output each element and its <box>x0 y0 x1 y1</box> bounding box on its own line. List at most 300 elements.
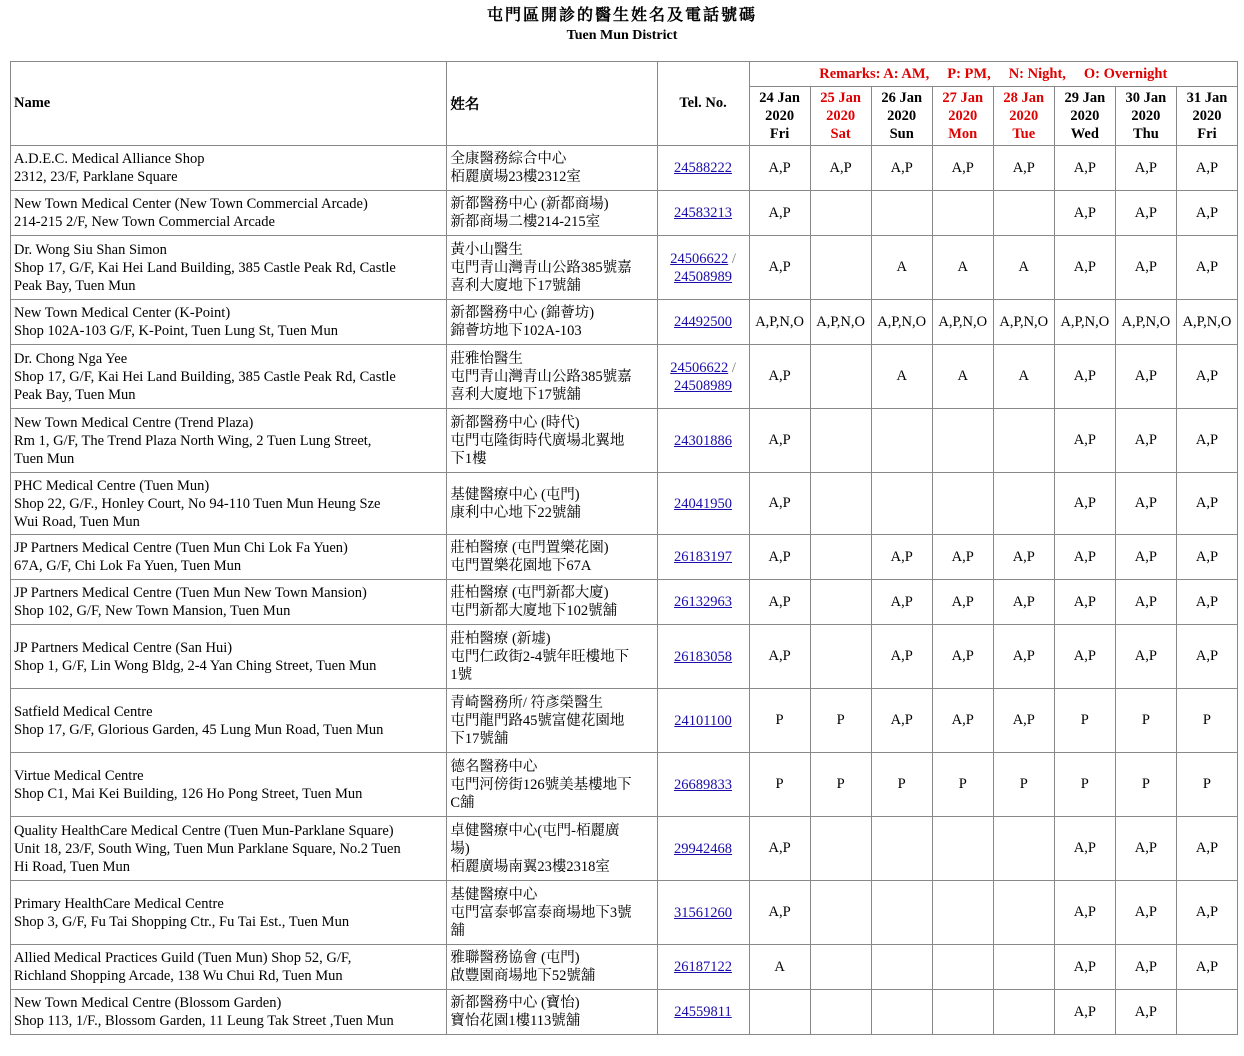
clinic-address: Rm 1, G/F, The Trend Plaza North Wing, 2 Tuen Lung Street, <box>14 432 372 449</box>
opening-slot-cell: A,P <box>1115 473 1176 535</box>
column-header-tel: Tel. No. <box>657 62 749 146</box>
clinic-chinese-text: 屯門河傍街126號美基樓地下 <box>450 776 632 793</box>
tel-cell <box>657 625 749 689</box>
opening-slot-cell: A <box>993 345 1054 409</box>
opening-slot-cell: P <box>749 689 810 753</box>
clinic-address: 214-215 2/F, New Town Commercial Arcade <box>14 214 275 230</box>
opening-slot-cell: A <box>871 345 932 409</box>
tel-link[interactable]: 26183058 <box>674 648 733 665</box>
clinic-address: Shop 1, G/F, Lin Wong Bldg, 2-4 Yan Ching Street, Tuen Mun <box>14 657 377 674</box>
tel-link[interactable]: 24508989 <box>674 268 733 285</box>
clinic-name-cell <box>11 689 447 753</box>
tel-link[interactable]: 31561260 <box>674 904 733 921</box>
date-header-dow: Mon <box>948 126 978 142</box>
clinic-chinese-name-cell <box>447 990 657 1035</box>
clinic-name: Dr. Wong Siu Shan Simon <box>14 241 167 258</box>
opening-slot-cell: A,P <box>1115 580 1176 625</box>
opening-slot-cell: A,P <box>1176 409 1237 473</box>
opening-slot-cell: A,P <box>1176 535 1237 580</box>
clinic-name: PHC Medical Centre (Tuen Mun) <box>14 477 210 494</box>
clinic-chinese-text: 新都醫務中心 (錦薈坊) <box>450 305 595 321</box>
table-row <box>11 881 1238 945</box>
opening-slot-cell: A,P,N,O <box>871 300 932 345</box>
opening-slot-cell: A,P <box>871 535 932 580</box>
opening-slot-cell: A,P <box>1115 146 1176 191</box>
date-header <box>871 87 932 146</box>
date-header-dow: Sun <box>889 126 914 142</box>
opening-slot-cell: A,P <box>993 146 1054 191</box>
clinic-address: Peak Bay, Tuen Mun <box>14 386 136 403</box>
opening-slot-cell: A,P,N,O <box>749 300 810 345</box>
column-header-chinese-name: 姓名 <box>447 62 657 146</box>
table-row <box>11 580 1238 625</box>
clinic-chinese-text: 屯門新都大廈地下102號舖 <box>450 603 618 619</box>
opening-slot-cell: A,P <box>749 146 810 191</box>
opening-slot-cell: A,P <box>932 535 993 580</box>
opening-slot-cell <box>810 625 871 689</box>
clinic-chinese-text: 莊柏醫療 (屯門新都大廈) <box>450 585 609 601</box>
clinic-chinese-text: 場) <box>450 840 470 857</box>
tel-link[interactable]: 24588222 <box>674 160 733 176</box>
date-header-year: 2020 <box>1070 108 1100 124</box>
tel-cell <box>657 753 749 817</box>
table-row <box>11 817 1238 881</box>
opening-slot-cell: A,P <box>993 535 1054 580</box>
tel-cell <box>657 881 749 945</box>
date-header <box>932 87 993 146</box>
opening-slot-cell: A,P <box>932 580 993 625</box>
table-row <box>11 535 1238 580</box>
opening-slot-cell: A,P <box>1054 345 1115 409</box>
opening-slot-cell: A,P <box>871 580 932 625</box>
clinic-name-cell <box>11 990 447 1035</box>
table-row <box>11 146 1238 191</box>
opening-slot-cell: A,P <box>749 881 810 945</box>
clinic-name: Primary HealthCare Medical Centre <box>14 895 224 912</box>
date-header-dow: Fri <box>1197 126 1217 142</box>
remark-pm: P: PM, <box>947 65 991 82</box>
clinic-rows <box>11 146 1238 1035</box>
opening-slot-cell <box>932 990 993 1035</box>
clinic-chinese-text: C舖 <box>450 794 475 811</box>
opening-slot-cell: A,P <box>1176 881 1237 945</box>
opening-slot-cell <box>871 409 932 473</box>
opening-slot-cell <box>871 945 932 990</box>
table-row <box>11 300 1238 345</box>
opening-slot-cell: A,P <box>1115 409 1176 473</box>
clinic-address: Shop 17, G/F, Glorious Garden, 45 Lung Mun Road, Tuen Mun <box>14 721 384 738</box>
table-row <box>11 689 1238 753</box>
opening-slot-cell: A,P <box>1054 990 1115 1035</box>
clinic-chinese-text: 舖 <box>450 922 465 939</box>
date-header-year: 2020 <box>1009 108 1039 124</box>
table-row <box>11 473 1238 535</box>
clinic-name-cell <box>11 473 447 535</box>
clinic-chinese-text: 屯門置樂花園地下67A <box>450 558 592 574</box>
opening-slot-cell: A,P <box>1054 236 1115 300</box>
opening-slot-cell: A,P <box>993 625 1054 689</box>
tel-cell <box>657 300 749 345</box>
opening-slot-cell: A,P,N,O <box>1115 300 1176 345</box>
clinic-name-cell <box>11 345 447 409</box>
date-header <box>749 87 810 146</box>
opening-slot-cell: A,P <box>749 409 810 473</box>
clinic-address: Peak Bay, Tuen Mun <box>14 277 136 294</box>
opening-slot-cell: P <box>1054 753 1115 817</box>
tel-cell <box>657 146 749 191</box>
clinic-address: Shop 102A-103 G/F, K-Point, Tuen Lung St, Tuen Mun <box>14 323 338 339</box>
opening-slot-cell: A,P <box>871 625 932 689</box>
clinic-chinese-text: 莊柏醫療 (屯門置樂花園) <box>450 540 609 556</box>
clinic-chinese-text: 青崎醫務所/ 符彥榮醫生 <box>450 694 603 711</box>
opening-slot-cell: A,P <box>1176 945 1237 990</box>
tel-separator: / <box>728 359 736 376</box>
opening-slot-cell: P <box>810 753 871 817</box>
opening-slot-cell <box>993 473 1054 535</box>
clinic-address: Shop 102, G/F, New Town Mansion, Tuen Mun <box>14 603 291 619</box>
clinic-name-cell <box>11 753 447 817</box>
clinic-name-cell <box>11 300 447 345</box>
clinic-address: 2312, 23/F, Parklane Square <box>14 169 178 185</box>
tel-cell <box>657 689 749 753</box>
tel-link[interactable]: 24506622 <box>670 250 729 267</box>
date-header-year: 2020 <box>826 108 856 124</box>
opening-slot-cell: A,P,N,O <box>810 300 871 345</box>
table-row <box>11 753 1238 817</box>
opening-slot-cell: P <box>993 753 1054 817</box>
opening-slot-cell <box>871 191 932 236</box>
opening-slot-cell: A,P <box>749 817 810 881</box>
opening-slot-cell <box>810 409 871 473</box>
opening-slot-cell: P <box>1176 689 1237 753</box>
opening-slot-cell: P <box>1054 689 1115 753</box>
tel-link[interactable]: 29942468 <box>674 840 733 857</box>
clinic-chinese-text: 基健醫療中心 <box>450 886 538 903</box>
opening-slot-cell: A,P,N,O <box>1054 300 1115 345</box>
opening-slot-cell: A,P <box>1054 146 1115 191</box>
table-row <box>11 345 1238 409</box>
table-row <box>11 191 1238 236</box>
tel-cell <box>657 817 749 881</box>
opening-slot-cell: A,P,N,O <box>932 300 993 345</box>
clinic-address: Shop C1, Mai Kei Building, 126 Ho Pong Street, Tuen Mun <box>14 785 363 802</box>
page-title-english: Tuen Mun District <box>566 28 678 43</box>
opening-slot-cell <box>810 191 871 236</box>
clinic-chinese-text: 德名醫務中心 <box>450 758 538 775</box>
opening-slot-cell: P <box>1115 689 1176 753</box>
tel-cell <box>657 191 749 236</box>
opening-slot-cell: A,P <box>932 625 993 689</box>
opening-slot-cell: A,P <box>1054 881 1115 945</box>
tel-link[interactable]: 24559811 <box>674 1004 732 1020</box>
clinic-chinese-text: 1號 <box>450 666 473 683</box>
tel-link[interactable]: 26689833 <box>674 776 733 793</box>
clinic-chinese-text: 栢麗廣場南翼23樓2318室 <box>450 858 610 875</box>
clinic-name: A.D.E.C. Medical Alliance Shop <box>14 151 205 167</box>
opening-slot-cell: A,P <box>1176 345 1237 409</box>
opening-slot-cell: A,P <box>749 535 810 580</box>
date-header-dow: Tue <box>1012 126 1036 142</box>
clinic-name-cell <box>11 236 447 300</box>
clinic-chinese-name-cell <box>447 473 657 535</box>
opening-slot-cell <box>810 990 871 1035</box>
clinic-chinese-text: 屯門青山灣青山公路385號嘉 <box>450 259 632 276</box>
date-header <box>1054 87 1115 146</box>
tel-cell <box>657 535 749 580</box>
clinic-chinese-text: 雅聯醫務協會 (屯門) <box>450 950 580 966</box>
opening-slot-cell <box>993 409 1054 473</box>
date-header-dow: Sat <box>830 126 851 142</box>
clinic-name-cell <box>11 945 447 990</box>
opening-slot-cell: A,P <box>1176 236 1237 300</box>
remark-am: Remarks: A: AM, <box>819 65 930 82</box>
date-header-year: 2020 <box>765 108 795 124</box>
opening-slot-cell <box>932 945 993 990</box>
opening-slot-cell: A,P <box>932 146 993 191</box>
clinic-name-cell <box>11 191 447 236</box>
opening-slot-cell: P <box>932 753 993 817</box>
opening-slot-cell <box>810 345 871 409</box>
opening-slot-cell <box>932 881 993 945</box>
clinic-chinese-text: 喜利大廈地下17號舖 <box>450 386 581 403</box>
opening-slot-cell: A,P <box>749 236 810 300</box>
tel-cell <box>657 945 749 990</box>
tel-cell <box>657 409 749 473</box>
opening-slot-cell <box>810 580 871 625</box>
opening-slot-cell: A,P <box>1054 945 1115 990</box>
opening-slot-cell: A,P <box>993 689 1054 753</box>
table-row <box>11 409 1238 473</box>
opening-slot-cell: A,P <box>1176 625 1237 689</box>
opening-slot-cell: A,P <box>871 146 932 191</box>
date-header-date: 28 Jan <box>1003 90 1045 106</box>
clinic-chinese-name-cell <box>447 625 657 689</box>
tel-link[interactable]: 26132963 <box>674 594 733 610</box>
opening-slot-cell: P <box>871 753 932 817</box>
clinic-name: New Town Medical Center (K-Point) <box>14 305 231 321</box>
opening-slot-cell <box>993 990 1054 1035</box>
column-header-name: Name <box>11 62 447 146</box>
clinic-name-cell <box>11 580 447 625</box>
date-header-dow: Fri <box>769 126 790 142</box>
clinic-chinese-name-cell <box>447 300 657 345</box>
tel-cell <box>657 580 749 625</box>
date-header-date: 25 Jan <box>820 90 861 106</box>
opening-slot-cell: A <box>749 945 810 990</box>
clinic-address: Shop 22, G/F., Honley Court, No 94-110 Tuen Mun Heung Sze <box>14 495 381 512</box>
date-header <box>810 87 871 146</box>
opening-slot-cell <box>1176 990 1237 1035</box>
opening-slot-cell: A,P <box>1115 535 1176 580</box>
table-row <box>11 236 1238 300</box>
remarks-legend <box>749 62 1237 87</box>
clinic-chinese-name-cell <box>447 146 657 191</box>
date-header-date: 26 Jan <box>881 90 923 106</box>
clinic-chinese-name-cell <box>447 409 657 473</box>
clinic-address: Shop 17, G/F, Kai Hei Land Building, 385 Castle Peak Rd, Castle <box>14 368 396 385</box>
tel-link[interactable]: 24508989 <box>674 377 733 394</box>
clinic-name: Virtue Medical Centre <box>14 767 144 784</box>
clinic-chinese-name-cell <box>447 881 657 945</box>
clinic-address: Hi Road, Tuen Mun <box>14 858 131 875</box>
opening-slot-cell <box>993 881 1054 945</box>
opening-slot-cell <box>993 191 1054 236</box>
tel-cell <box>657 473 749 535</box>
opening-slot-cell: A,P <box>749 345 810 409</box>
opening-slot-cell <box>871 473 932 535</box>
opening-slot-cell: A,P <box>1054 625 1115 689</box>
opening-slot-cell: A <box>871 236 932 300</box>
opening-slot-cell: A,P <box>749 473 810 535</box>
opening-slot-cell: A,P <box>1176 817 1237 881</box>
date-header-year: 2020 <box>1192 108 1222 124</box>
clinic-address: Shop 113, 1/F., Blossom Garden, 11 Leung Tak Street ,Tuen Mun <box>14 1013 394 1029</box>
opening-slot-cell <box>932 191 993 236</box>
clinic-address: Tuen Mun <box>14 450 75 467</box>
opening-slot-cell: A,P <box>932 689 993 753</box>
opening-slot-cell: A <box>993 236 1054 300</box>
tel-link[interactable]: 24301886 <box>674 432 733 449</box>
clinic-chinese-name-cell <box>447 191 657 236</box>
clinic-name: Allied Medical Practices Guild (Tuen Mun) Shop 52, G/F, <box>14 950 352 966</box>
opening-slot-cell: A,P <box>1176 580 1237 625</box>
clinic-chinese-text: 屯門青山灣青山公路385號嘉 <box>450 368 632 385</box>
tel-cell <box>657 345 749 409</box>
clinic-chinese-text: 新都商場二樓214-215室 <box>450 214 601 230</box>
opening-slot-cell: A,P <box>871 689 932 753</box>
clinic-chinese-text: 新都醫務中心 (時代) <box>450 414 580 431</box>
opening-slot-cell: P <box>1115 753 1176 817</box>
opening-slot-cell <box>810 535 871 580</box>
clinic-chinese-name-cell <box>447 817 657 881</box>
opening-slot-cell <box>932 409 993 473</box>
opening-slot-cell: A,P <box>1115 881 1176 945</box>
opening-slot-cell <box>871 881 932 945</box>
clinic-chinese-text: 莊雅怡醫生 <box>450 350 523 367</box>
opening-slot-cell <box>871 990 932 1035</box>
clinic-chinese-text: 新都醫務中心 (新都商場) <box>450 196 609 212</box>
opening-slot-cell: A,P <box>749 191 810 236</box>
opening-slot-cell: A,P,N,O <box>1176 300 1237 345</box>
date-header <box>993 87 1054 146</box>
opening-slot-cell: A,P <box>1054 535 1115 580</box>
tel-link[interactable]: 24506622 <box>670 359 729 376</box>
clinic-chinese-name-cell <box>447 535 657 580</box>
tel-link[interactable]: 24101100 <box>674 712 732 729</box>
clinic-chinese-text: 黃小山醫生 <box>450 241 523 258</box>
clinic-chinese-text: 屯門仁政街2-4號年旺樓地下 <box>450 648 630 665</box>
clinic-address: Shop 3, G/F, Fu Tai Shopping Ctr., Fu Tai Est., Tuen Mun <box>14 913 350 930</box>
date-header-year: 2020 <box>1131 108 1161 124</box>
opening-slot-cell <box>932 473 993 535</box>
opening-slot-cell: A,P <box>1115 236 1176 300</box>
opening-slot-cell: A,P <box>810 146 871 191</box>
opening-slot-cell: A,P <box>1115 817 1176 881</box>
date-header-date: 29 Jan <box>1064 90 1106 106</box>
date-header-dow: Wed <box>1070 126 1099 142</box>
clinic-chinese-text: 屯門富泰邨富泰商場地下3號 <box>450 904 632 921</box>
clinic-name: Satfield Medical Centre <box>14 703 153 720</box>
date-header-date: 24 Jan <box>759 90 800 106</box>
clinic-chinese-name-cell <box>447 345 657 409</box>
tel-link[interactable]: 26187122 <box>674 959 733 975</box>
clinic-address: Richland Shopping Arcade, 138 Wu Chui Rd, Tuen Mun <box>14 968 343 984</box>
opening-slot-cell: A,P <box>1115 191 1176 236</box>
opening-slot-cell: A <box>932 236 993 300</box>
opening-slot-cell: P <box>1176 753 1237 817</box>
clinic-chinese-text: 啟豐園商場地下52號舖 <box>450 968 596 984</box>
clinic-chinese-text: 下1樓 <box>450 450 487 467</box>
clinic-chinese-text: 錦薈坊地下102A-103 <box>450 323 582 339</box>
clinic-name: JP Partners Medical Centre (Tuen Mun New Town Mansion) <box>14 585 367 601</box>
clinic-name: JP Partners Medical Centre (Tuen Mun Chi Lok Fa Yuen) <box>14 540 348 556</box>
clinic-name-cell <box>11 817 447 881</box>
clinic-chinese-name-cell <box>447 689 657 753</box>
clinic-chinese-name-cell <box>447 945 657 990</box>
clinic-chinese-name-cell <box>447 580 657 625</box>
clinic-chinese-text: 屯門龍門路45號富健花園地 <box>450 712 625 729</box>
clinic-chinese-text: 下17號舖 <box>450 730 509 747</box>
opening-slot-cell <box>810 817 871 881</box>
clinic-name-cell <box>11 409 447 473</box>
date-header-date: 30 Jan <box>1125 90 1167 106</box>
tel-link[interactable]: 24041950 <box>674 495 733 512</box>
opening-slot-cell <box>932 817 993 881</box>
clinic-address: Unit 18, 23/F, South Wing, Tuen Mun Parklane Square, No.2 Tuen <box>14 840 401 857</box>
table-row <box>11 990 1238 1035</box>
clinic-chinese-text: 屯門屯隆街時代廣場北翼地 <box>450 432 625 449</box>
opening-slot-cell: A,P <box>1054 473 1115 535</box>
opening-slot-cell <box>810 236 871 300</box>
clinic-name: New Town Medical Centre (Trend Plaza) <box>14 414 254 431</box>
opening-slot-cell: A,P <box>1054 191 1115 236</box>
clinic-name-cell <box>11 625 447 689</box>
opening-slot-cell: A,P <box>1115 625 1176 689</box>
clinic-name-cell <box>11 146 447 191</box>
remark-night: N: Night, <box>1008 65 1066 82</box>
tel-separator: / <box>728 250 736 267</box>
remark-overnight: O: Overnight <box>1083 65 1168 82</box>
clinic-name: New Town Medical Center (New Town Commercial Arcade) <box>14 196 368 212</box>
clinic-chinese-text: 全康醫務綜合中心 <box>450 151 567 167</box>
clinic-schedule-table <box>10 61 1238 1035</box>
clinic-name: Quality HealthCare Medical Centre (Tuen Mun-Parklane Square) <box>14 822 394 839</box>
clinic-name-cell <box>11 881 447 945</box>
opening-slot-cell: A,P <box>1115 345 1176 409</box>
opening-slot-cell: A,P <box>749 580 810 625</box>
opening-slot-cell <box>810 881 871 945</box>
clinic-address: Shop 17, G/F, Kai Hei Land Building, 385 Castle Peak Rd, Castle <box>14 259 396 276</box>
clinic-chinese-text: 康利中心地下22號舖 <box>450 504 581 521</box>
tel-link[interactable]: 26183197 <box>674 549 733 565</box>
opening-slot-cell <box>993 945 1054 990</box>
clinic-chinese-name-cell <box>447 236 657 300</box>
opening-slot-cell: A <box>932 345 993 409</box>
clinic-name: Dr. Chong Nga Yee <box>14 350 128 367</box>
clinic-chinese-name-cell <box>447 753 657 817</box>
tel-link[interactable]: 24583213 <box>674 205 733 221</box>
clinic-chinese-text: 寶怡花園1樓113號舖 <box>450 1013 581 1029</box>
clinic-name: JP Partners Medical Centre (San Hui) <box>14 639 233 656</box>
opening-slot-cell: A,P <box>1176 473 1237 535</box>
date-header-date: 31 Jan <box>1186 90 1228 106</box>
tel-cell <box>657 236 749 300</box>
opening-slot-cell: A,P <box>1054 817 1115 881</box>
date-header <box>1115 87 1176 146</box>
opening-slot-cell: A,P <box>993 580 1054 625</box>
page-title-chinese: 屯門區開診的醫生姓名及電話號碼 <box>486 7 757 24</box>
tel-link[interactable]: 24492500 <box>674 314 733 330</box>
